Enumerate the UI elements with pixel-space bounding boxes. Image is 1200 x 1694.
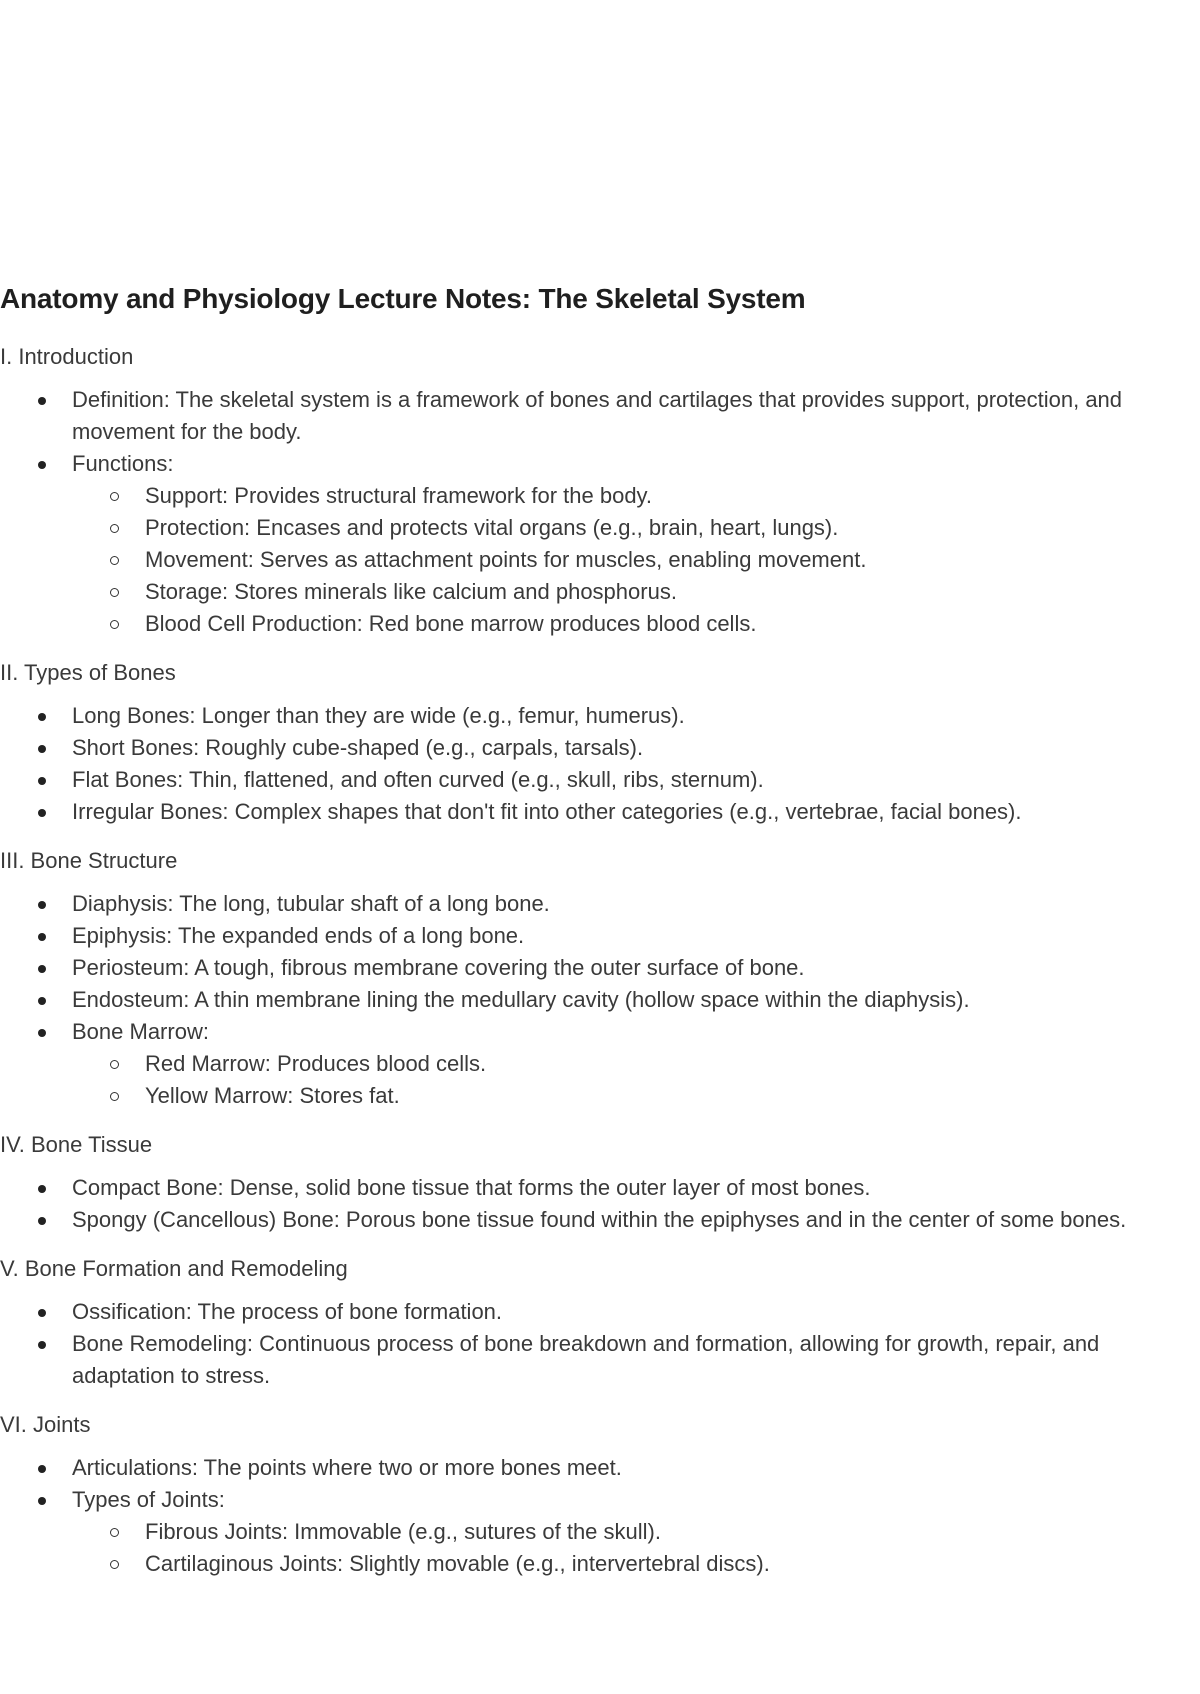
bullet-list bbox=[0, 888, 1130, 1112]
sub-bullet-list bbox=[72, 1516, 1130, 1580]
sub-bullet-list bbox=[72, 1048, 1130, 1112]
list-item bbox=[0, 888, 1130, 920]
filled-bullet-icon bbox=[38, 461, 46, 469]
list-item-text: Periosteum: A tough, fibrous membrane covering the outer surface of bone. bbox=[72, 955, 805, 980]
filled-bullet-icon bbox=[38, 777, 46, 785]
sections-container bbox=[0, 342, 1130, 1580]
list-item bbox=[0, 1452, 1130, 1484]
list-item-text: Irregular Bones: Complex shapes that don't fit into other categories (e.g., vertebrae, facial bones). bbox=[72, 799, 1022, 824]
sub-list-item bbox=[72, 512, 1130, 544]
list-item bbox=[0, 984, 1130, 1016]
section bbox=[0, 342, 1130, 640]
hollow-bullet-icon bbox=[110, 556, 119, 565]
sub-list-item bbox=[72, 576, 1130, 608]
filled-bullet-icon bbox=[38, 965, 46, 973]
bullet-list bbox=[0, 700, 1130, 828]
sub-list-item bbox=[72, 1516, 1130, 1548]
hollow-bullet-icon bbox=[110, 1560, 119, 1569]
list-item-text: Bone Remodeling: Continuous process of bone breakdown and formation, allowing for growth, repair, and adaptation to stress. bbox=[72, 1331, 1100, 1388]
filled-bullet-icon bbox=[38, 1497, 46, 1505]
filled-bullet-icon bbox=[38, 1309, 46, 1317]
hollow-bullet-icon bbox=[110, 588, 119, 597]
sub-list-item-text: Storage: Stores minerals like calcium and phosphorus. bbox=[145, 579, 677, 604]
filled-bullet-icon bbox=[38, 1217, 46, 1225]
hollow-bullet-icon bbox=[110, 492, 119, 501]
list-item-text: Spongy (Cancellous) Bone: Porous bone tissue found within the epiphyses and in the center of some bones. bbox=[72, 1207, 1127, 1232]
list-item bbox=[0, 1172, 1130, 1204]
section-heading: IV. Bone Tissue bbox=[0, 1132, 153, 1157]
list-item bbox=[0, 1296, 1130, 1328]
filled-bullet-icon bbox=[38, 745, 46, 753]
sub-list-item bbox=[72, 480, 1130, 512]
sub-list-item-text: Red Marrow: Produces blood cells. bbox=[145, 1051, 487, 1076]
section bbox=[0, 846, 1130, 1112]
list-item-text: Definition: The skeletal system is a framework of bones and cartilages that provides support, protection, and movement for the body. bbox=[72, 387, 1123, 444]
bullet-list bbox=[0, 1172, 1130, 1236]
list-item-text: Articulations: The points where two or more bones meet. bbox=[72, 1455, 622, 1480]
filled-bullet-icon bbox=[38, 809, 46, 817]
sub-list-item bbox=[72, 1548, 1130, 1580]
filled-bullet-icon bbox=[38, 713, 46, 721]
list-item bbox=[0, 796, 1130, 828]
list-item-text: Long Bones: Longer than they are wide (e.g., femur, humerus). bbox=[72, 703, 685, 728]
list-item-text: Flat Bones: Thin, flattened, and often curved (e.g., skull, ribs, sternum). bbox=[72, 767, 764, 792]
bullet-list bbox=[0, 1296, 1130, 1392]
list-item-text: Ossification: The process of bone formation. bbox=[72, 1299, 503, 1324]
hollow-bullet-icon bbox=[110, 1060, 119, 1069]
section bbox=[0, 1130, 1130, 1236]
list-item bbox=[0, 1016, 1130, 1112]
filled-bullet-icon bbox=[38, 397, 46, 405]
list-item-text: Endosteum: A thin membrane lining the medullary cavity (hollow space within the diaphysis). bbox=[72, 987, 970, 1012]
bullet-list bbox=[0, 384, 1130, 640]
document bbox=[0, 282, 1130, 1598]
filled-bullet-icon bbox=[38, 1185, 46, 1193]
list-item-text: Bone Marrow: bbox=[72, 1019, 209, 1044]
hollow-bullet-icon bbox=[110, 524, 119, 533]
section-heading: V. Bone Formation and Remodeling bbox=[0, 1256, 348, 1281]
list-item bbox=[0, 1484, 1130, 1580]
section-heading: III. Bone Structure bbox=[0, 848, 178, 873]
sub-list-item bbox=[72, 1080, 1130, 1112]
list-item bbox=[0, 764, 1130, 796]
list-item bbox=[0, 1204, 1130, 1236]
list-item bbox=[0, 920, 1130, 952]
sub-list-item bbox=[72, 544, 1130, 576]
hollow-bullet-icon bbox=[110, 1092, 119, 1101]
sub-list-item-text: Fibrous Joints: Immovable (e.g., sutures of the skull). bbox=[145, 1519, 661, 1544]
section-heading: I. Introduction bbox=[0, 344, 134, 369]
list-item bbox=[0, 448, 1130, 640]
section bbox=[0, 658, 1130, 828]
document-title: Anatomy and Physiology Lecture Notes: The Skeletal System bbox=[0, 283, 806, 314]
filled-bullet-icon bbox=[38, 1341, 46, 1349]
list-item bbox=[0, 384, 1130, 448]
section-heading: II. Types of Bones bbox=[0, 660, 176, 685]
filled-bullet-icon bbox=[38, 1029, 46, 1037]
filled-bullet-icon bbox=[38, 1465, 46, 1473]
sub-list-item-text: Protection: Encases and protects vital organs (e.g., brain, heart, lungs). bbox=[145, 515, 839, 540]
list-item-text: Functions: bbox=[72, 451, 174, 476]
list-item-text: Compact Bone: Dense, solid bone tissue that forms the outer layer of most bones. bbox=[72, 1175, 871, 1200]
list-item bbox=[0, 732, 1130, 764]
section-heading: VI. Joints bbox=[0, 1412, 91, 1437]
sub-list-item-text: Support: Provides structural framework for the body. bbox=[145, 483, 653, 508]
list-item bbox=[0, 1328, 1130, 1392]
list-item-text: Diaphysis: The long, tubular shaft of a long bone. bbox=[72, 891, 550, 916]
section bbox=[0, 1254, 1130, 1392]
sub-list-item bbox=[72, 1048, 1130, 1080]
filled-bullet-icon bbox=[38, 933, 46, 941]
filled-bullet-icon bbox=[38, 997, 46, 1005]
sub-bullet-list bbox=[72, 480, 1130, 640]
sub-list-item-text: Cartilaginous Joints: Slightly movable (e.g., intervertebral discs). bbox=[145, 1551, 770, 1576]
hollow-bullet-icon bbox=[110, 1528, 119, 1537]
sub-list-item-text: Movement: Serves as attachment points for muscles, enabling movement. bbox=[145, 547, 867, 572]
sub-list-item-text: Yellow Marrow: Stores fat. bbox=[145, 1083, 400, 1108]
list-item-text: Epiphysis: The expanded ends of a long bone. bbox=[72, 923, 525, 948]
list-item bbox=[0, 700, 1130, 732]
section bbox=[0, 1410, 1130, 1580]
list-item bbox=[0, 952, 1130, 984]
list-item-text: Types of Joints: bbox=[72, 1487, 225, 1512]
bullet-list bbox=[0, 1452, 1130, 1580]
sub-list-item bbox=[72, 608, 1130, 640]
hollow-bullet-icon bbox=[110, 620, 119, 629]
list-item-text: Short Bones: Roughly cube-shaped (e.g., carpals, tarsals). bbox=[72, 735, 644, 760]
filled-bullet-icon bbox=[38, 901, 46, 909]
sub-list-item-text: Blood Cell Production: Red bone marrow produces blood cells. bbox=[145, 611, 757, 636]
